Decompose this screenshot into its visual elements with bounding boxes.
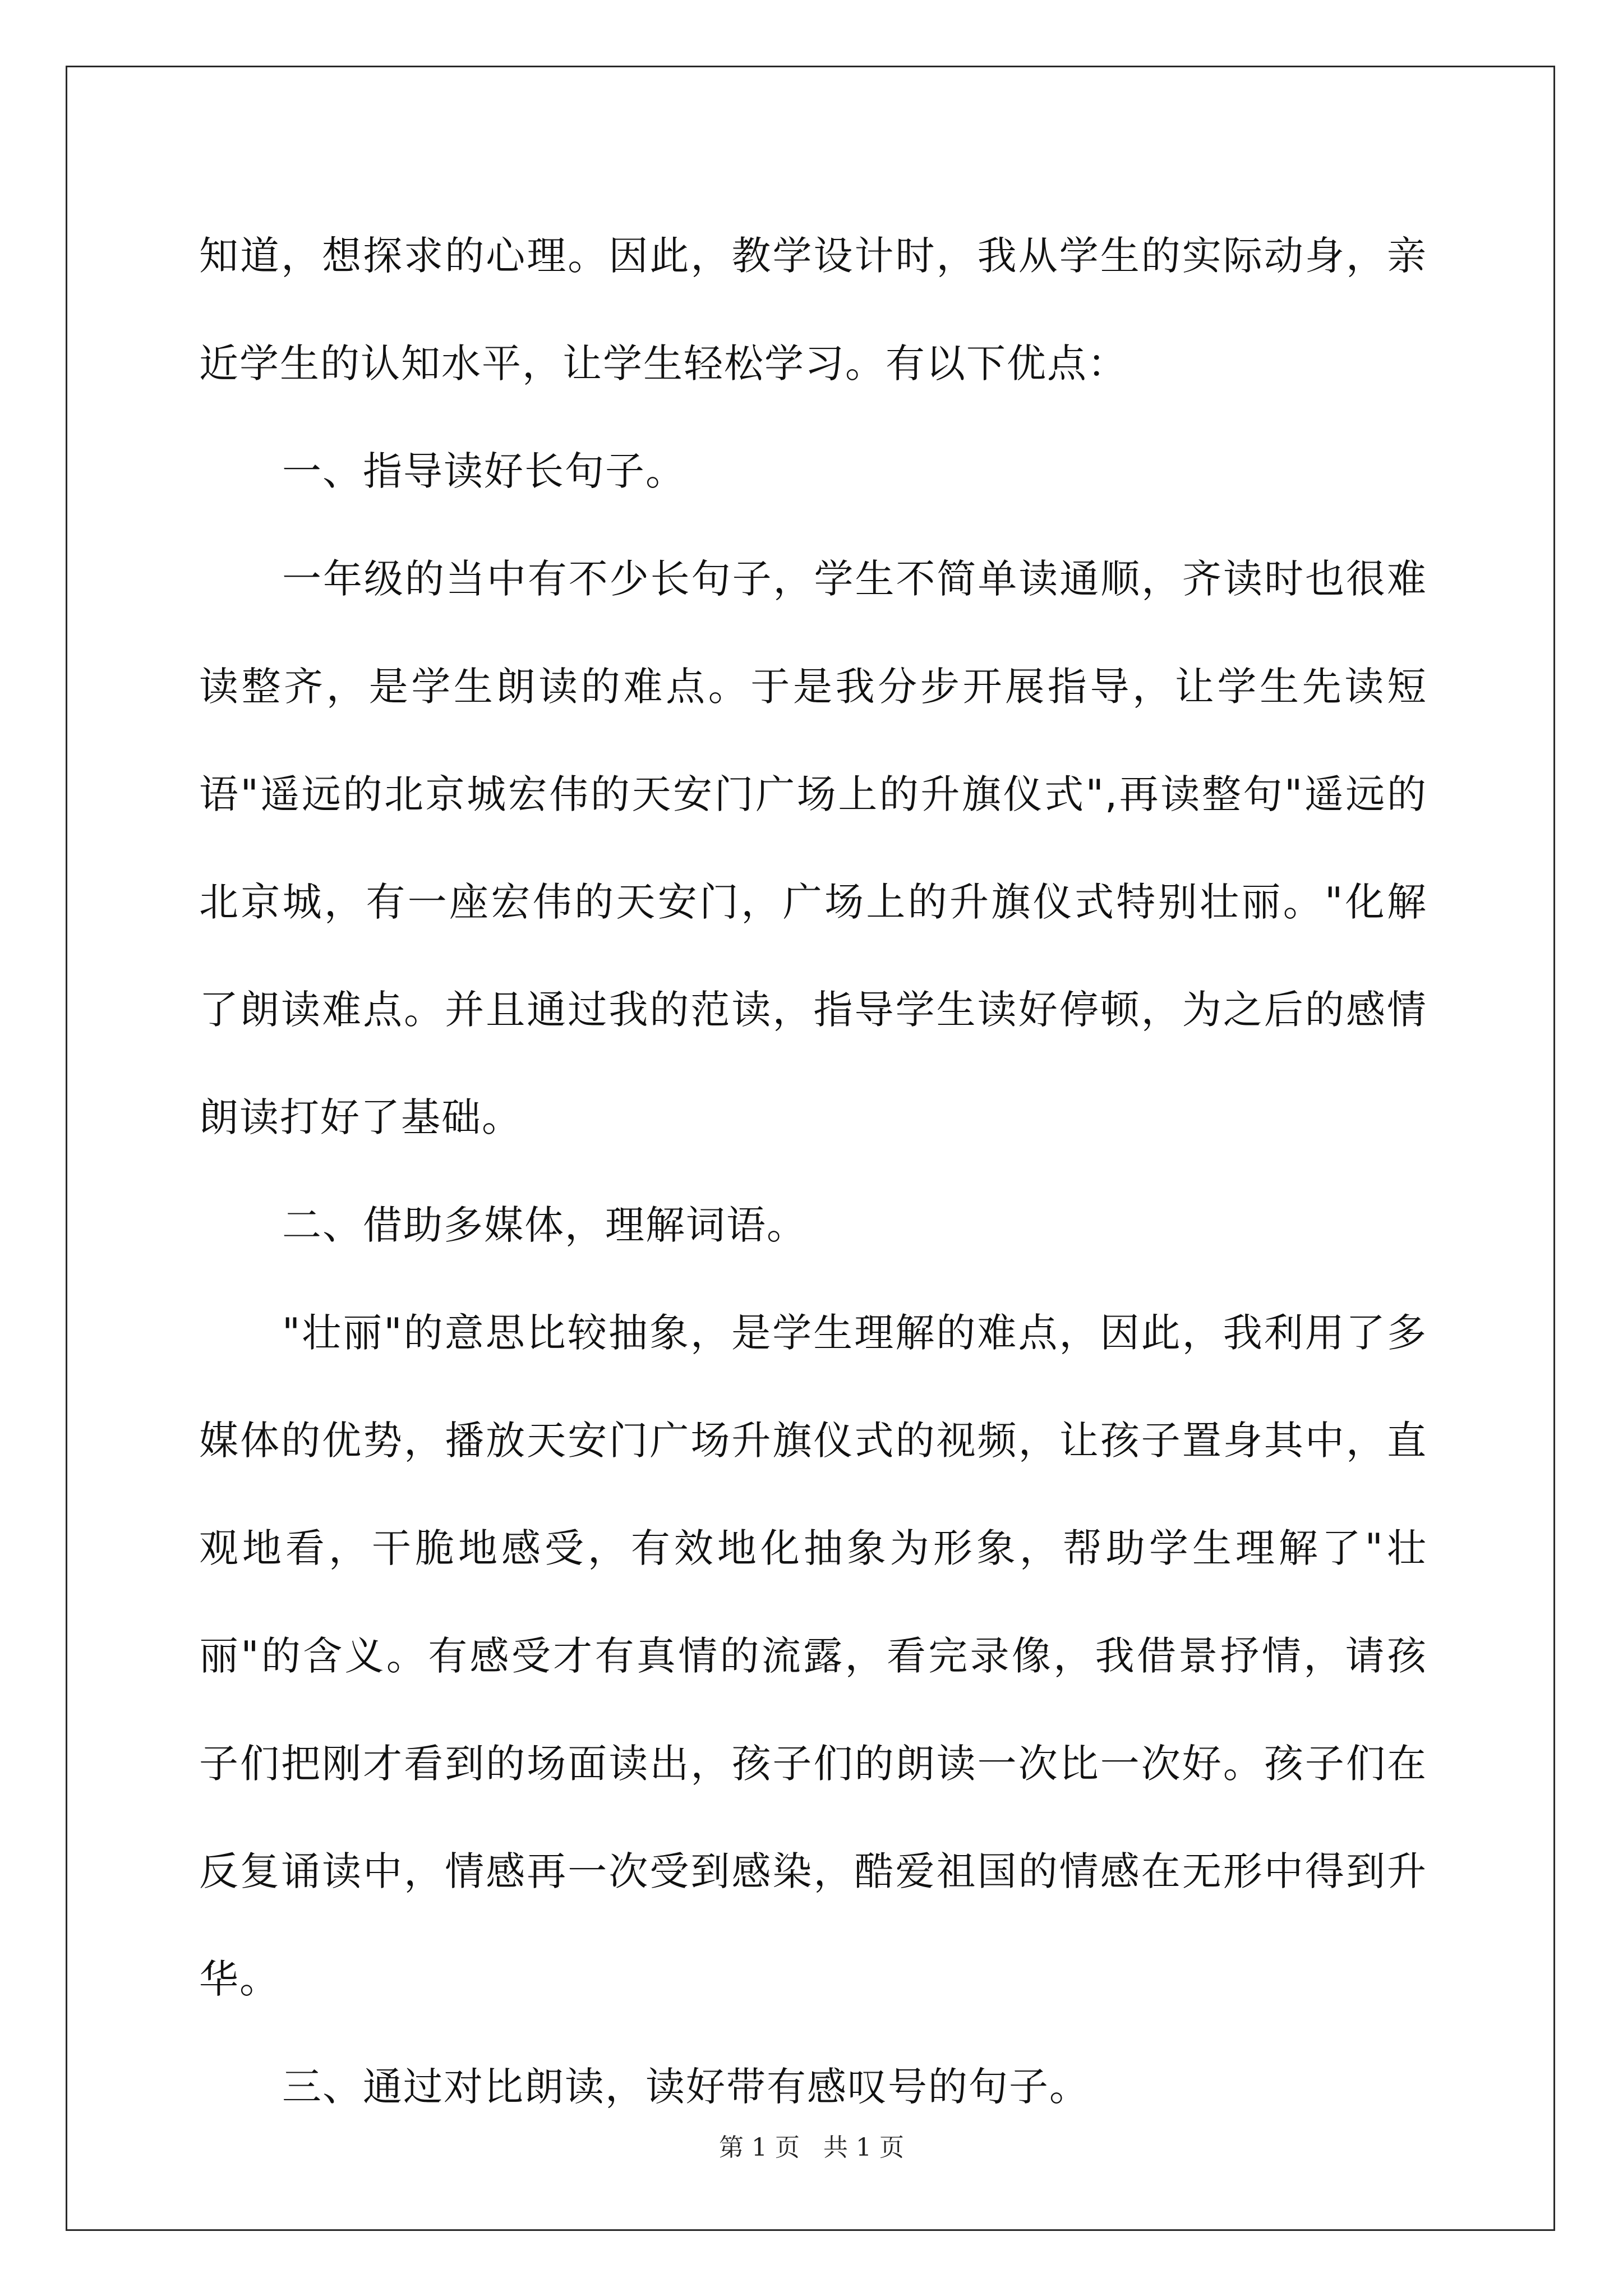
paragraph: 一年级的当中有不少长句子，学生不简单读通顺，齐读时也很难读整齐，是学生朗读的难点。于是我分步开展指导，让学生先读短语"遥远的北京城宏伟的天安门广场上的升旗仪式",再读整句"遥远的北京城，有一座宏伟的天安门，广场上的升旗仪式特别壮丽。"化解了朗读难点。并且通过我的范读，指导学生读好停顿，为之后的感情朗读打好了基础。 (199, 556, 1427, 1140)
document-body (199, 202, 1427, 2141)
paragraph: 知道，想探求的心理。因此，教学设计时，我从学生的实际动身，亲近学生的认知水平，让学生轻松学习。有以下优点： (199, 233, 1427, 386)
page-number-footer: 第 1 页 共 1 页 (719, 2133, 904, 2162)
section-heading: 二、借助多媒体，理解词语。 (282, 1202, 807, 1248)
paragraph: "壮丽"的意思比较抽象，是学生理解的难点，因此，我利用了多媒体的优势，播放天安门广场升旗仪式的视频，让孩子置身其中，直观地看，干脆地感受，有效地化抽象为形象，帮助学生理解了"壮丽"的含义。有感受才有真情的流露，看完录像，我借景抒情，请孩子们把刚才看到的场面读出，孩子们的朗读一次比一次好。孩子们在反复诵读中，情感再一次受到感染，酷爱祖国的情感在无形中得到升华。 (199, 1310, 1427, 2002)
section-heading: 三、通过对比朗读，读好带有感叹号的句子。 (282, 2064, 1090, 2110)
section-heading: 一、指导读好长句子。 (282, 448, 686, 494)
